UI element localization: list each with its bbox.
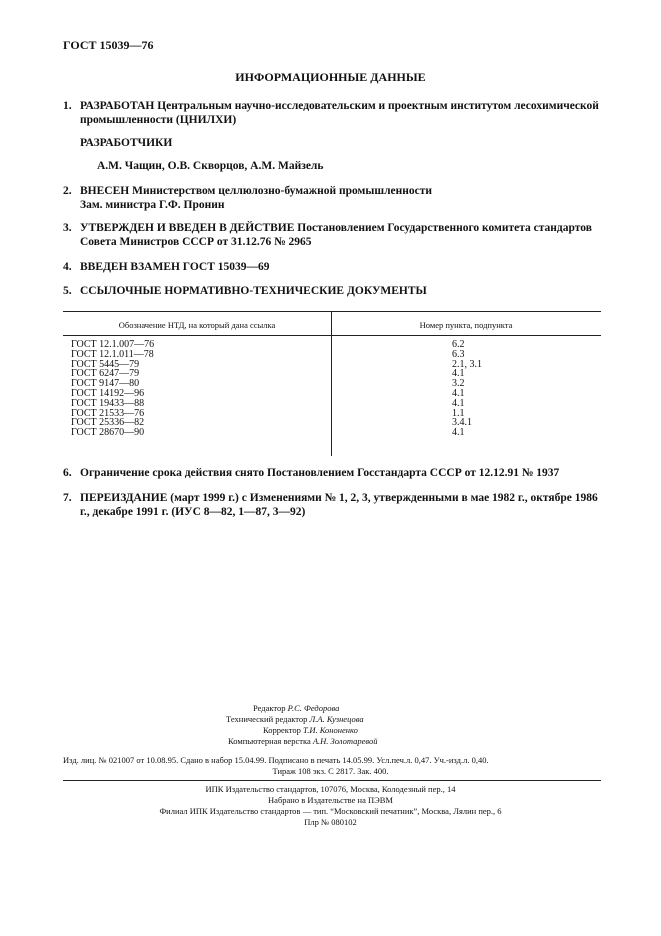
developers-label: РАЗРАБОТЧИКИ bbox=[80, 137, 173, 149]
table-header-document: Обозначение НТД, на который дана ссылка bbox=[118, 320, 276, 330]
section-4-caps: ВВЕДЕН ВЗАМЕН ГОСТ 15039—69 bbox=[80, 261, 270, 273]
developers-names: А.М. Чащин, О.В. Скворцов, А.М. Майзель bbox=[97, 160, 324, 172]
table-cell-doc: ГОСТ 21533—76 bbox=[71, 407, 145, 419]
publisher-line-1: ИПК Издательство стандартов, 107076, Москва, Колодезный пер., 14 bbox=[205, 784, 456, 794]
table-cell-doc: ГОСТ 5445—79 bbox=[71, 358, 140, 370]
table-cell-item: 6.3 bbox=[452, 348, 465, 360]
section-6-number: 6. bbox=[63, 467, 72, 479]
imprint-line-2: Тираж 108 экз. С 2817. Зак. 400. bbox=[272, 766, 389, 776]
section-2-number: 2. bbox=[63, 185, 72, 197]
credit-editor bbox=[253, 703, 339, 714]
publisher-line-3: Филиал ИПК Издательство стандартов — тип. “Московский печатник”, Москва, Лялин пер., 6 bbox=[159, 806, 502, 816]
credit-layout-name: А.Н. Золотаревой bbox=[312, 736, 378, 746]
imprint-divider bbox=[63, 780, 601, 781]
section-3-number: 3. bbox=[63, 222, 72, 234]
credit-editor-name: Р.С. Федорова bbox=[287, 703, 340, 713]
credit-layout-label: Компьютерная верстка bbox=[228, 736, 311, 746]
section-2-line2: Зам. министра Г.Ф. Пронин bbox=[80, 199, 225, 211]
section-3 bbox=[63, 221, 601, 249]
table-cell-doc: ГОСТ 14192—96 bbox=[71, 387, 145, 399]
credit-corrector-label: Корректор bbox=[263, 725, 301, 735]
section-7-text: (март 1999 г.) с Изменениями № 1, 2, 3, утвержденными в мае 1982 г., октябре 1986 г., декабре 1991 г. (ИУС 8—82, 1—87, 3—92) bbox=[80, 492, 598, 518]
section-2-caps: ВНЕСЕН bbox=[80, 185, 130, 197]
table-doc-column bbox=[71, 340, 154, 438]
section-1-caps: РАЗРАБОТАН bbox=[80, 100, 155, 112]
publisher-line-4: Плр № 080102 bbox=[304, 817, 357, 827]
credit-corrector-name: Т.И. Кононенко bbox=[303, 725, 358, 735]
section-6-text: Ограничение срока действия снято Постановлением Госстандарта СССР от 12.12.91 № 1937 bbox=[80, 467, 560, 479]
table-cell-item: 4.1 bbox=[452, 368, 465, 380]
table-cell-doc: ГОСТ 19433—88 bbox=[71, 397, 145, 409]
credit-tech-editor bbox=[226, 714, 364, 725]
document-code: ГОСТ 15039—76 bbox=[63, 38, 154, 52]
section-2-text: Министерством целлюлозно-бумажной промышленности bbox=[129, 185, 433, 197]
section-1-text: Центральным научно-исследовательским и проектным институтом лесохимической промышленности (ЦНИЛХИ) bbox=[80, 100, 599, 126]
table-cell-doc: ГОСТ 12.1.007—76 bbox=[71, 339, 155, 350]
table-cell-item: 1.1 bbox=[452, 407, 465, 419]
table-cell-item: 4.1 bbox=[452, 427, 465, 439]
table-item-column bbox=[452, 340, 482, 438]
section-1-number: 1. bbox=[63, 100, 72, 112]
table-cell-item: 2.1, 3.1 bbox=[452, 358, 482, 370]
section-4 bbox=[63, 260, 601, 274]
section-3-caps: УТВЕРЖДЕН И ВВЕДЕН В ДЕЙСТВИЕ bbox=[80, 222, 295, 234]
section-7-caps: ПЕРЕИЗДАНИЕ bbox=[80, 492, 168, 504]
section-7-number: 7. bbox=[63, 492, 72, 504]
section-3-text: Постановлением Государственного комитета стандартов Совета Министров СССР от 31.12.76 № 2965 bbox=[80, 222, 592, 248]
table-cell-doc: ГОСТ 9147—80 bbox=[71, 378, 140, 390]
table-cell-doc: ГОСТ 28670—90 bbox=[71, 427, 145, 439]
table-top-rule bbox=[63, 311, 601, 312]
credit-layout bbox=[228, 736, 377, 747]
table-cell-item: 3.4.1 bbox=[452, 417, 472, 429]
credit-corrector bbox=[263, 725, 358, 736]
table-header-rule bbox=[63, 335, 601, 336]
credit-tech-editor-label: Технический редактор bbox=[226, 714, 308, 724]
section-5 bbox=[63, 284, 601, 298]
table-cell-item: 3.2 bbox=[452, 378, 465, 390]
credit-tech-editor-name: Л.А. Кузнецова bbox=[309, 714, 364, 724]
section-1 bbox=[63, 99, 601, 127]
table-cell-item: 6.2 bbox=[452, 339, 465, 350]
table-cell-doc: ГОСТ 12.1.011—78 bbox=[71, 348, 154, 360]
publisher-line-2: Набрано в Издательстве на ПЭВМ bbox=[268, 795, 393, 805]
section-5-caps: ССЫЛОЧНЫЕ НОРМАТИВНО-ТЕХНИЧЕСКИЕ ДОКУМЕНТЫ bbox=[80, 285, 427, 297]
imprint-line-1: Изд. лиц. № 021007 от 10.08.95. Сдано в набор 15.04.99. Подписано в печать 14.05.99. Усл.печ.л. 0,47. Уч.-изд.л. 0,40. bbox=[63, 755, 489, 765]
section-5-number: 5. bbox=[63, 285, 72, 297]
table-header-item: Номер пункта, подпункта bbox=[419, 320, 513, 330]
table-cell-item: 4.1 bbox=[452, 397, 465, 409]
section-6 bbox=[63, 466, 601, 480]
section-4-number: 4. bbox=[63, 261, 72, 273]
reference-table bbox=[63, 311, 601, 456]
section-2 bbox=[63, 184, 601, 212]
credit-editor-label: Редактор bbox=[253, 703, 286, 713]
table-column-divider bbox=[331, 311, 332, 456]
table-cell-item: 4.1 bbox=[452, 387, 465, 399]
table-cell-doc: ГОСТ 6247—79 bbox=[71, 368, 140, 380]
section-7 bbox=[63, 491, 601, 519]
page-title: ИНФОРМАЦИОННЫЕ ДАННЫЕ bbox=[235, 70, 426, 84]
table-cell-doc: ГОСТ 25336—82 bbox=[71, 417, 145, 429]
